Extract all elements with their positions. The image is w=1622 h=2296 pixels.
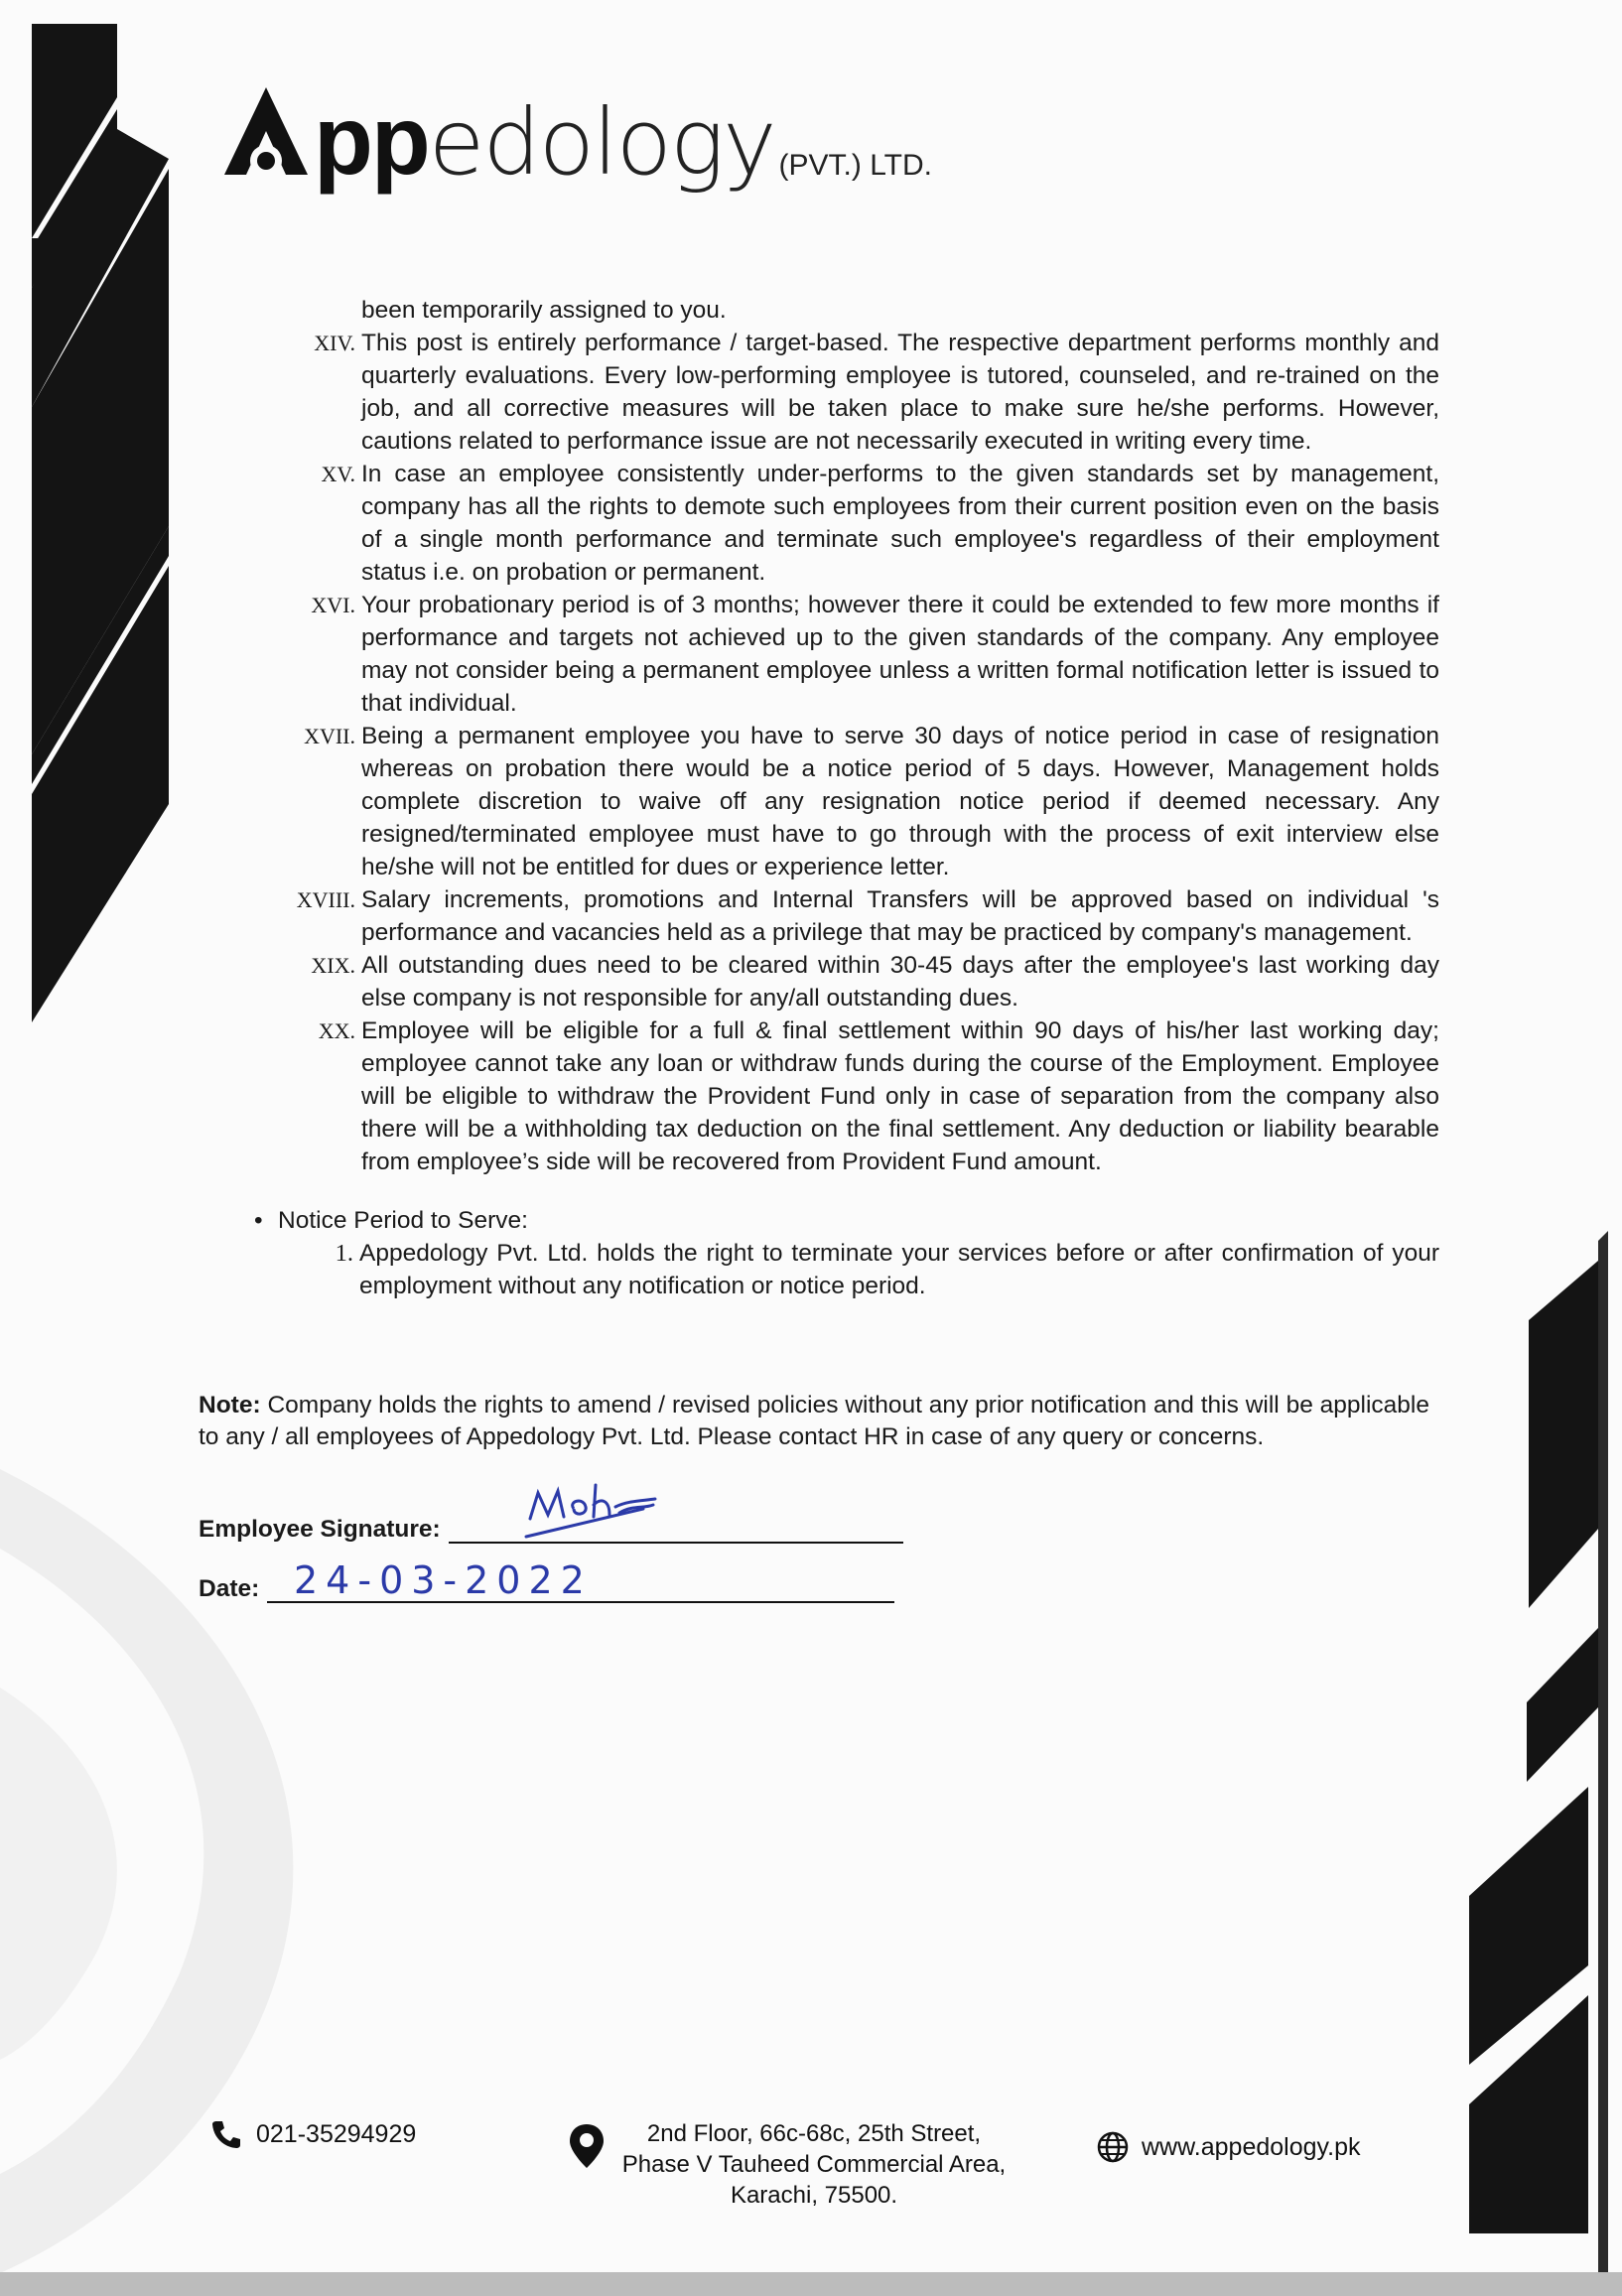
footer-address — [568, 2118, 1022, 2211]
clause-item — [199, 720, 1439, 883]
clause-list — [199, 327, 1439, 1178]
note-label: Note: — [199, 1392, 261, 1418]
clause-text: Being a permanent employee you have to serve 30 days of notice period in case of resignation whereas on probation there would be a notice period of 5 days. However, Management holds complete discretion to waive off any resignation notice period if deemed necessary. Any resigned/terminated employee must have to go through with the process of exit interview else he/she will not be entitled for dues or experience letter. — [361, 723, 1439, 880]
clause-number: XVI. — [311, 593, 355, 617]
notice-period-section — [199, 1204, 1439, 1302]
clause-text: Your probationary period is of 3 months; however there it could be extended to few more months if performance and targets not achieved up to the given standards of the company. Any employee may not consider being a permanent employee unless a written formal notification letter is issued to that individual. — [361, 592, 1439, 717]
clause-text: Employee will be eligible for a full & final settlement within 90 days of his/her last working day; employee cannot take any loan or withdraw funds during the course of the Employment. Employee will be eligible to withdraw the Provident Fund only in case of separation from the company also there will be a withholding tax deduction on the final settlement. Any deduction or liability bearable from employee’s side will be recovered from Provident Fund amount. — [361, 1017, 1439, 1175]
signature-label: Employee Signature: — [199, 1516, 441, 1543]
clause-number: XX. — [318, 1018, 355, 1043]
notice-item-number: 1. — [335, 1240, 353, 1267]
footer-website — [1096, 2130, 1361, 2164]
clause-number: XVII. — [304, 724, 355, 748]
logo-text-light: edology — [428, 89, 775, 196]
phone-icon — [210, 2118, 242, 2150]
address-line: Phase V Tauheed Commercial Area, — [621, 2151, 1007, 2178]
clause-text: Salary increments, promotions and Internal Transfers will be approved based on individual 's performance and vacancies held as a privilege that may be practiced by company's management. — [361, 886, 1439, 946]
scan-edge — [0, 2272, 1622, 2296]
clause-text: This post is entirely performance / target-based. The respective department performs monthly and quarterly evaluations. Every low-performing employee is tutored, counseled, and re-trained on the job, and all corrective measures will be taken place to make sure he/she performs. However, cautions related to performance issue are not necessarily executed in writing every time. — [361, 330, 1439, 455]
clause-item — [199, 1014, 1439, 1178]
section-heading-text: Notice Period to Serve: — [278, 1207, 528, 1234]
logo-a-mark — [218, 79, 314, 189]
continued-text: been temporarily assigned to you. — [361, 297, 727, 324]
clause-item — [199, 883, 1439, 949]
note-text: Company holds the rights to amend / revised policies without any prior notification and this will be applicable to any / all employees of Appedology Pvt. Ltd. Please contact HR in case of any query or concerns. — [199, 1392, 1430, 1450]
clause-item — [199, 327, 1439, 458]
logo-suffix: (PVT.) LTD. — [778, 149, 932, 182]
clause-number: XIX. — [311, 953, 355, 978]
phone-number: 021-35294929 — [256, 2119, 417, 2148]
handwritten-date: 24-03-2022 — [294, 1558, 593, 1602]
clause-number: XVIII. — [296, 887, 355, 912]
bullet-icon: • — [254, 1207, 263, 1234]
notice-item — [199, 1237, 1439, 1302]
clause-text: All outstanding dues need to be cleared within 30-45 days after the employee's last working day else company is not responsible for any/all outstanding dues. — [361, 952, 1439, 1012]
clause-item — [199, 949, 1439, 1014]
address-line: Karachi, 75500. — [730, 2182, 898, 2209]
signature-line — [449, 1512, 903, 1544]
clause-text: In case an employee consistently under-performs to the given standards set by management, company has all the rights to demote such employees from their current position even on the basis of a single month performance and terminate such employee's regardless of their employment status i.e. on probation or permanent. — [361, 461, 1439, 586]
clause-item — [199, 589, 1439, 720]
policy-note — [199, 1390, 1429, 1453]
company-logo — [218, 69, 932, 196]
clause-item — [199, 458, 1439, 589]
globe-icon — [1096, 2130, 1130, 2164]
footer-phone — [210, 2118, 416, 2150]
clause-number: XIV. — [314, 331, 355, 355]
address-text — [606, 2118, 1022, 2211]
address-line: 2nd Floor, 66c-68c, 25th Street, — [646, 2120, 982, 2147]
notice-item-text: Appedology Pvt. Ltd. holds the right to terminate your services before or after confirmation of your employment without any notification or notice period. — [359, 1240, 1439, 1299]
logo-text-bold: pp — [314, 85, 429, 195]
location-pin-icon — [568, 2122, 606, 2170]
section-heading — [199, 1204, 1439, 1237]
document-body — [199, 294, 1439, 1302]
handwritten-signature — [524, 1479, 663, 1539]
clause-number: XV. — [321, 462, 355, 486]
website-url: www.appedology.pk — [1142, 2132, 1361, 2161]
date-label: Date: — [199, 1575, 260, 1602]
